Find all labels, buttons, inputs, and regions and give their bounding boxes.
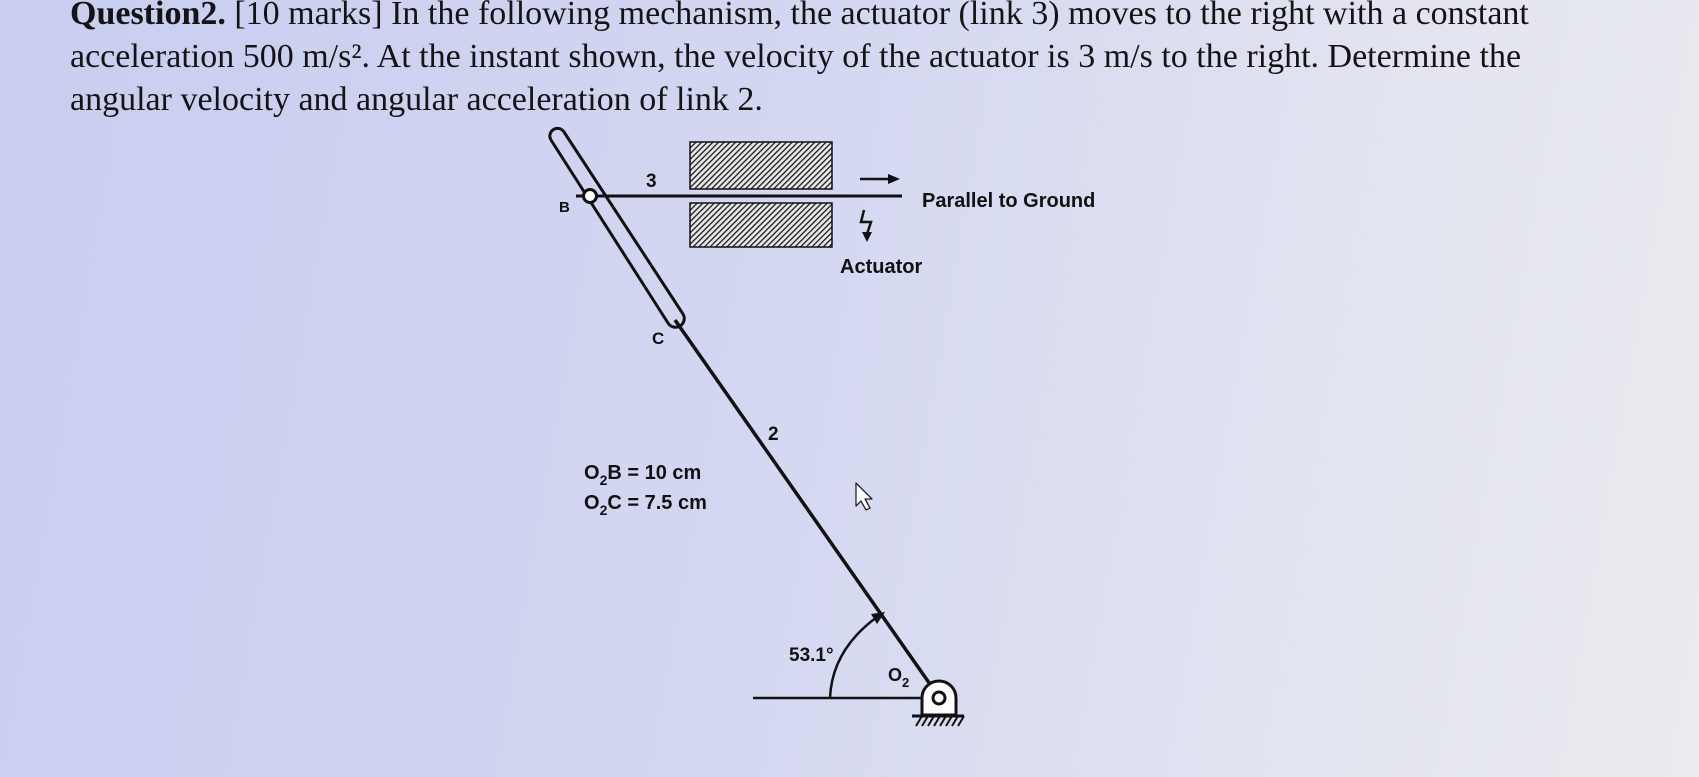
actuator-label: Actuator	[840, 256, 923, 278]
o2b-length-label: $O_2B = 10$ cm	[584, 462, 702, 488]
parallel-to-ground-label: Parallel to Ground	[922, 190, 1096, 212]
question-body: [10 marks] In the following mechanism, the actuator (link 3) moves to the right with a constant acceleration 500 m/s². At the instant shown, the velocity of the actuator is 3 m/s to the right. Determine the angular velocity and angular acceleration of link 2.	[70, 0, 1529, 118]
link-2-label: 2	[768, 424, 779, 445]
point-c-label: C	[652, 329, 665, 348]
ground-pivot-o2	[912, 681, 964, 726]
angle-label: 53.1°	[789, 645, 834, 666]
pin-b	[584, 190, 597, 203]
angle-arc	[830, 617, 877, 698]
o2c-length-label: $O_2C = 7.5$ cm	[584, 492, 707, 518]
question-heading: Question2.	[70, 0, 226, 32]
link-2	[675, 320, 939, 697]
velocity-arrow	[860, 174, 900, 184]
link-3-label: 3	[646, 171, 657, 192]
slotted-arm	[550, 128, 684, 327]
lower-guide-block	[690, 203, 832, 247]
point-b-label: B	[559, 199, 570, 216]
mouse-cursor-icon	[856, 483, 872, 510]
o2-pivot-label: $O_2$	[888, 665, 910, 690]
upper-guide-block	[690, 142, 832, 189]
acceleration-mark	[861, 210, 872, 242]
